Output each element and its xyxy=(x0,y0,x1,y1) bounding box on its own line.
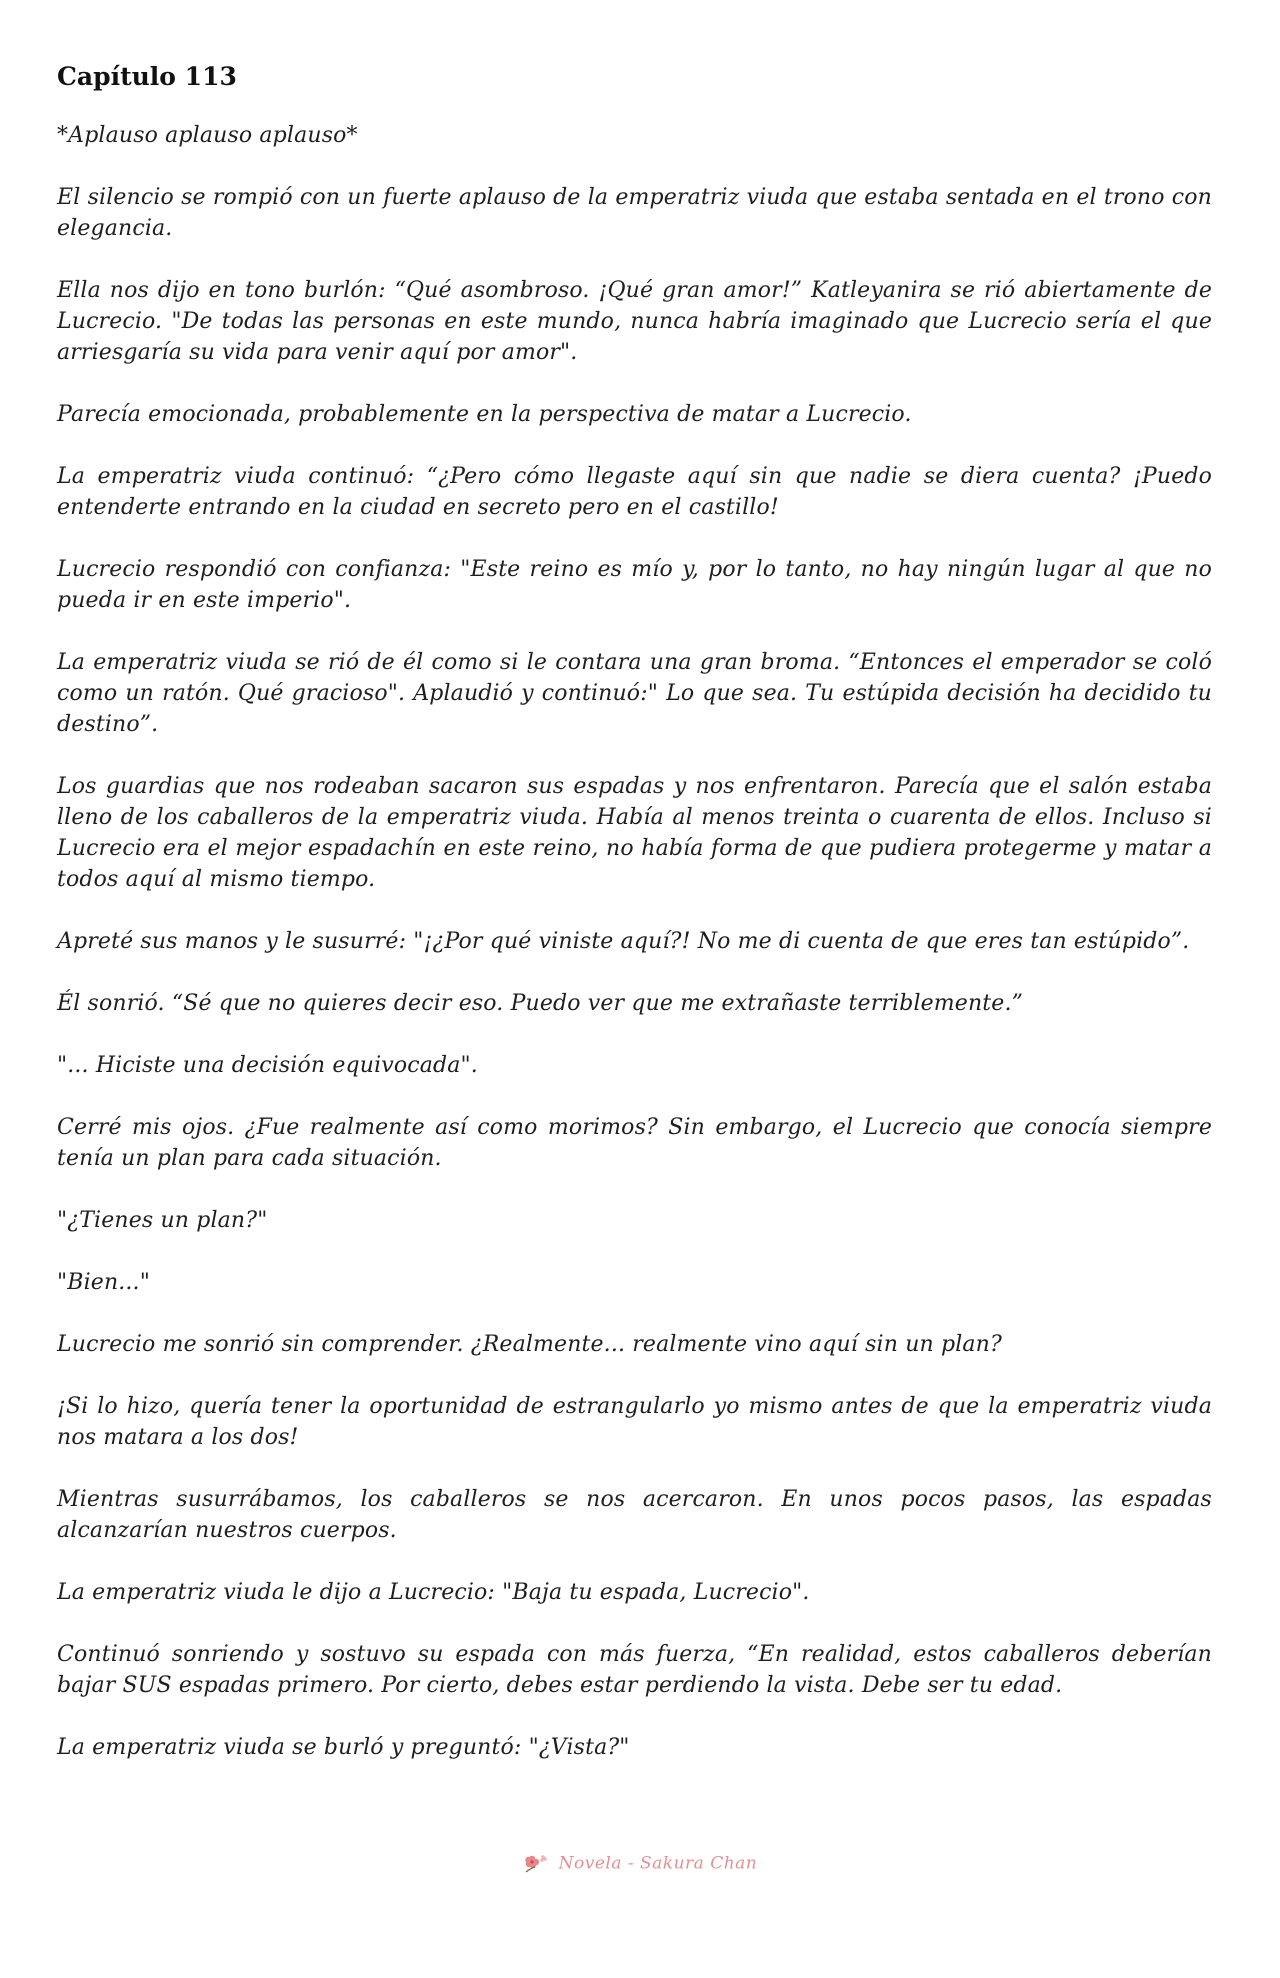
paragraph-8: Los guardias que nos rodeaban sacaron sus espadas y nos enfrentaron. Parecía que el salón estaba lleno de los caballeros de la emperatriz viuda. Había al menos treinta o cuarenta de ellos. Incluso si Lucrecio era el mejor espadachín en este reino, no había forma de que pudiera protegerme y matar a todos aquí al mismo tiempo. xyxy=(57,774,1212,892)
paragraph-10: Él sonrió. “Sé que no quieres decir eso. Puedo ver que me extrañaste terriblemente.” xyxy=(57,991,1024,1016)
paragraph-1: *Aplauso aplauso aplauso* xyxy=(57,123,358,148)
paragraph-7: La emperatriz viuda se rió de él como si le contara una gran broma. “Entonces el emperador se coló como un ratón. Qué gracioso". Aplaudió y continuó:" Lo que sea. Tu estúpida decisión ha decidido tu destino”. xyxy=(57,650,1212,737)
paragraph-9: Apreté sus manos y le susurré: "¡¿Por qué viniste aquí?! No me di cuenta de que eres tan estúpido”. xyxy=(57,929,1190,954)
paragraph-4: Parecía emocionada, probablemente en la perspectiva de matar a Lucrecio. xyxy=(57,402,912,427)
sakura-flower-icon xyxy=(523,1853,549,1875)
paragraph-11: "... Hiciste una decisión equivocada". xyxy=(57,1053,478,1078)
paragraph-14: "Bien..." xyxy=(57,1270,150,1295)
paragraph-16: ¡Si lo hizo, quería tener la oportunidad de estrangularlo yo mismo antes de que la emperatriz viuda nos matara a los dos! xyxy=(57,1394,1212,1450)
watermark xyxy=(0,1853,1280,1875)
paragraph-5: La emperatriz viuda continuó: “¿Pero cómo llegaste aquí sin que nadie se diera cuenta? ¡Puedo entenderte entrando en la ciudad en secreto pero en el castillo! xyxy=(57,464,1212,520)
paragraph-13: "¿Tienes un plan?" xyxy=(57,1208,268,1233)
paragraph-6: Lucrecio respondió con confianza: "Este reino es mío y, por lo tanto, no hay ningún lugar al que no pueda ir en este imperio". xyxy=(57,557,1212,613)
chapter-body xyxy=(57,120,1212,1794)
paragraph-18: La emperatriz viuda le dijo a Lucrecio: "Baja tu espada, Lucrecio". xyxy=(57,1580,810,1605)
chapter-title: Capítulo 113 xyxy=(57,62,237,91)
paragraph-2: El silencio se rompió con un fuerte aplauso de la emperatriz viuda que estaba sentada en el trono con elegancia. xyxy=(57,185,1212,241)
watermark-text: Novela - Sakura Chan xyxy=(558,1853,758,1874)
paragraph-17: Mientras susurrábamos, los caballeros se nos acercaron. En unos pocos pasos, las espadas alcanzarían nuestros cuerpos. xyxy=(57,1487,1212,1543)
paragraph-3: Ella nos dijo en tono burlón: “Qué asombroso. ¡Qué gran amor!” Katleyanira se rió abiertamente de Lucrecio. "De todas las personas en este mundo, nunca habría imaginado que Lucrecio sería el que arriesgaría su vida para venir aquí por amor". xyxy=(57,278,1212,365)
paragraph-15: Lucrecio me sonrió sin comprender. ¿Realmente... realmente vino aquí sin un plan? xyxy=(57,1332,1002,1357)
paragraph-20: La emperatriz viuda se burló y preguntó: "¿Vista?" xyxy=(57,1735,630,1760)
paragraph-19: Continuó sonriendo y sostuvo su espada con más fuerza, “En realidad, estos caballeros deberían bajar SUS espadas primero. Por cierto, debes estar perdiendo la vista. Debe ser tu edad. xyxy=(57,1642,1212,1698)
paragraph-12: Cerré mis ojos. ¿Fue realmente así como morimos? Sin embargo, el Lucrecio que conocía siempre tenía un plan para cada situación. xyxy=(57,1115,1212,1171)
